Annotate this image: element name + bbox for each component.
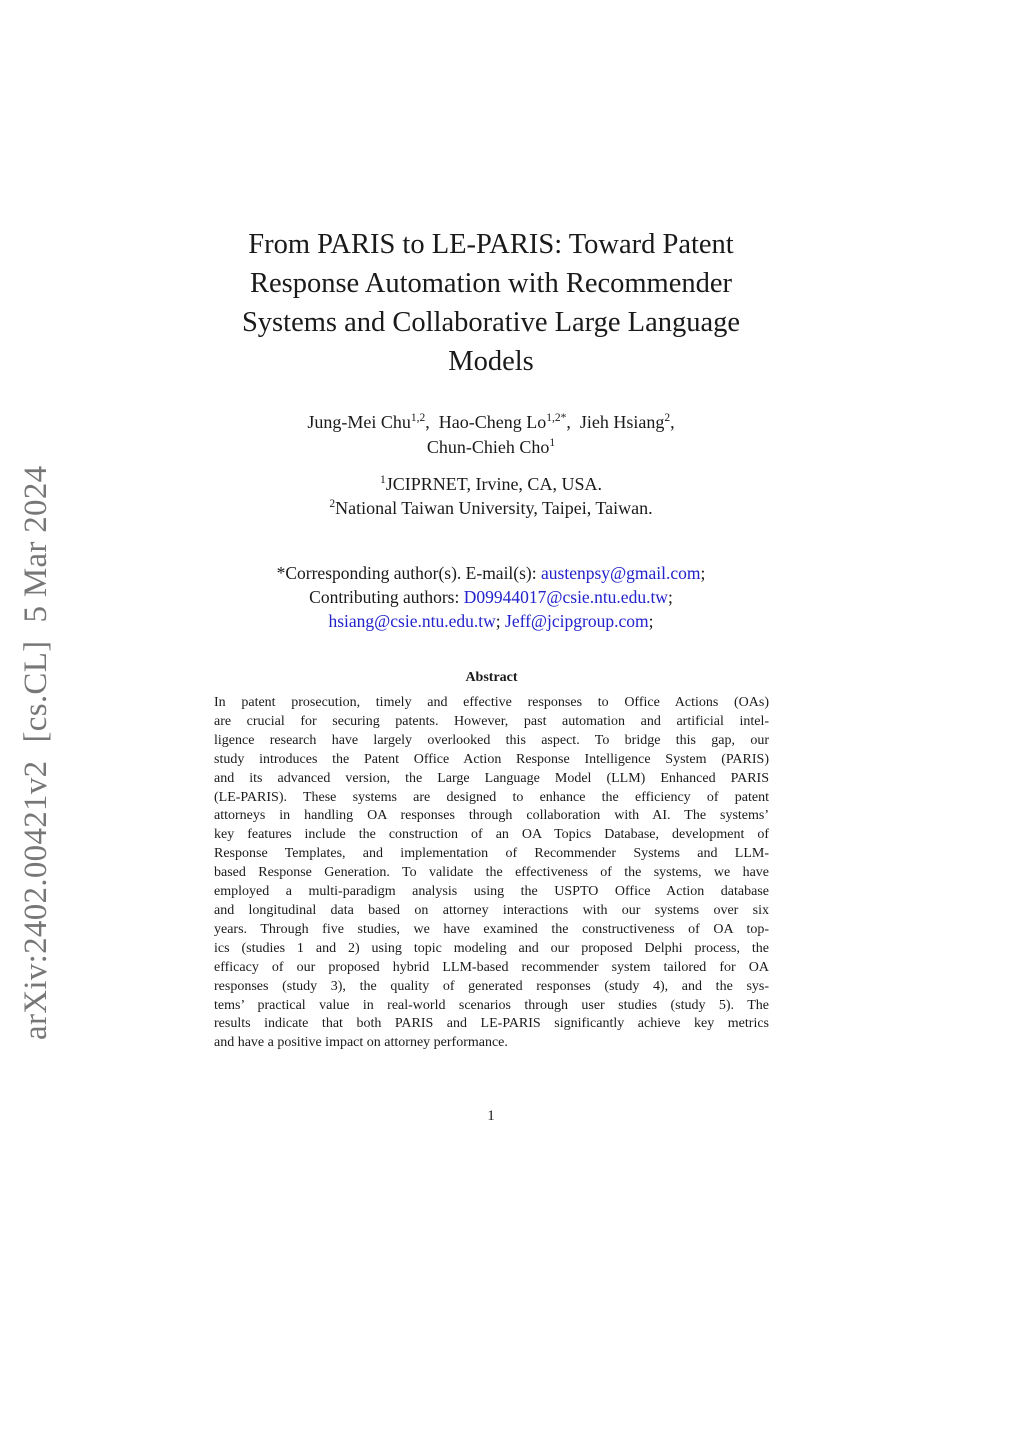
- abstract-line: years. Through five studies, we have examined the constructiveness of OA top-: [214, 921, 769, 937]
- title-line: Response Automation with Recommender: [249, 268, 733, 299]
- contact-block: [160, 561, 822, 633]
- author-separator: ,: [425, 412, 439, 432]
- abstract-line: efficacy of our proposed hybrid LLM-based recommender system tailored for OA: [214, 959, 769, 975]
- abstract-line: and longitudinal data based on attorney interactions with our systems over six: [214, 902, 769, 918]
- author-affiliation-mark: 1: [549, 437, 556, 449]
- page-number: 1: [487, 1108, 495, 1124]
- abstract-line: employed a multi-paradigm analysis using the USPTO Office Action database: [214, 884, 769, 900]
- email-separator: ;: [495, 611, 501, 631]
- email-link[interactable]: D09944017@csie.ntu.edu.tw: [463, 587, 668, 607]
- email-separator: ;: [667, 587, 673, 607]
- affiliation: [180, 472, 802, 496]
- corresponding-author-line: [160, 561, 822, 585]
- abstract-line: (LE-PARIS). These systems are designed to enhance the efficiency of patent: [214, 789, 769, 805]
- email-separator: ;: [700, 563, 706, 583]
- affiliation-text: JCIPRNET, Irvine, CA, USA.: [385, 474, 602, 494]
- abstract-line: and have a positive impact on attorney performance.: [214, 1035, 508, 1051]
- title-line: Models: [448, 346, 534, 377]
- abstract-line: responses (study 3), the quality of generated responses (study 4), and the sys-: [214, 978, 769, 994]
- contributing-authors-line: [160, 609, 822, 633]
- arxiv-side-stamp: [18, 450, 55, 1040]
- arxiv-date: 5 Mar 2024: [18, 465, 54, 623]
- arxiv-category: [cs.CL]: [18, 640, 54, 743]
- abstract-line: key features include the construction of an OA Topics Database, development of: [214, 827, 769, 843]
- author-affiliation-mark: 1,2: [410, 412, 426, 424]
- affiliation-mark: 2: [329, 498, 336, 510]
- abstract-line: are crucial for securing patents. However, past automation and artificial intel-: [214, 713, 769, 729]
- paper-title: [200, 225, 782, 381]
- abstract-line: study introduces the Patent Office Action Response Intelligence System (PARIS): [214, 751, 769, 767]
- author-separator: ,: [670, 412, 675, 432]
- affiliation-text: National Taiwan University, Taipei, Taiwan.: [335, 498, 653, 518]
- title-line: From PARIS to LE-PARIS: Toward Patent: [248, 229, 734, 260]
- contributing-authors-line: [160, 585, 822, 609]
- title-line: Systems and Collaborative Large Language: [241, 307, 741, 338]
- email-separator: ;: [648, 611, 654, 631]
- author-line: [180, 435, 802, 460]
- author-affiliation-mark: 1,2*: [546, 412, 567, 424]
- contributing-label: Contributing authors:: [309, 587, 464, 607]
- abstract-line: ics (studies 1 and 2) using topic modeling and our proposed Delphi process, the: [214, 940, 769, 956]
- abstract-line: Response Templates, and implementation of Recommender Systems and LLM-: [214, 846, 769, 862]
- author-list: [180, 410, 802, 460]
- affiliation-list: [180, 472, 802, 520]
- author-name: Jung-Mei Chu: [307, 412, 411, 432]
- email-link[interactable]: austenpsy@gmail.com: [541, 563, 701, 583]
- abstract-heading: Abstract: [465, 670, 518, 685]
- affiliation-mark: 1: [380, 474, 386, 486]
- abstract-body: [214, 694, 769, 1053]
- abstract-line: In patent prosecution, timely and effective responses to Office Actions (OAs): [214, 695, 769, 710]
- abstract-line: and its advanced version, the Large Language Model (LLM) Enhanced PARIS: [214, 770, 769, 786]
- arxiv-identifier[interactable]: arXiv:2402.00421v2: [18, 760, 54, 1040]
- author-affiliation-mark: 2: [664, 412, 671, 424]
- author-line: [180, 410, 802, 435]
- email-link[interactable]: hsiang@csie.ntu.edu.tw: [328, 611, 496, 631]
- abstract-line: tems’ practical value in real-world scenarios through user studies (study 5). The: [214, 997, 769, 1013]
- email-link[interactable]: Jeff@jcipgroup.com: [505, 611, 649, 631]
- author-separator: ,: [566, 412, 580, 432]
- author-name: Chun-Chieh Cho: [426, 437, 550, 457]
- author-name: Jieh Hsiang: [579, 412, 665, 432]
- abstract-line: based Response Generation. To validate the effectiveness of the systems, we have: [214, 865, 769, 881]
- affiliation: [180, 496, 802, 520]
- abstract-line: results indicate that both PARIS and LE-PARIS significantly achieve key metrics: [214, 1016, 769, 1032]
- author-name: Hao-Cheng Lo: [438, 412, 547, 432]
- corresponding-label: *Corresponding author(s). E-mail(s):: [276, 563, 541, 583]
- abstract-line: attorneys in handling OA responses through collaboration with AI. The systems’: [214, 808, 769, 824]
- abstract-line: ligence research have largely overlooked this aspect. To bridge this gap, our: [214, 732, 769, 748]
